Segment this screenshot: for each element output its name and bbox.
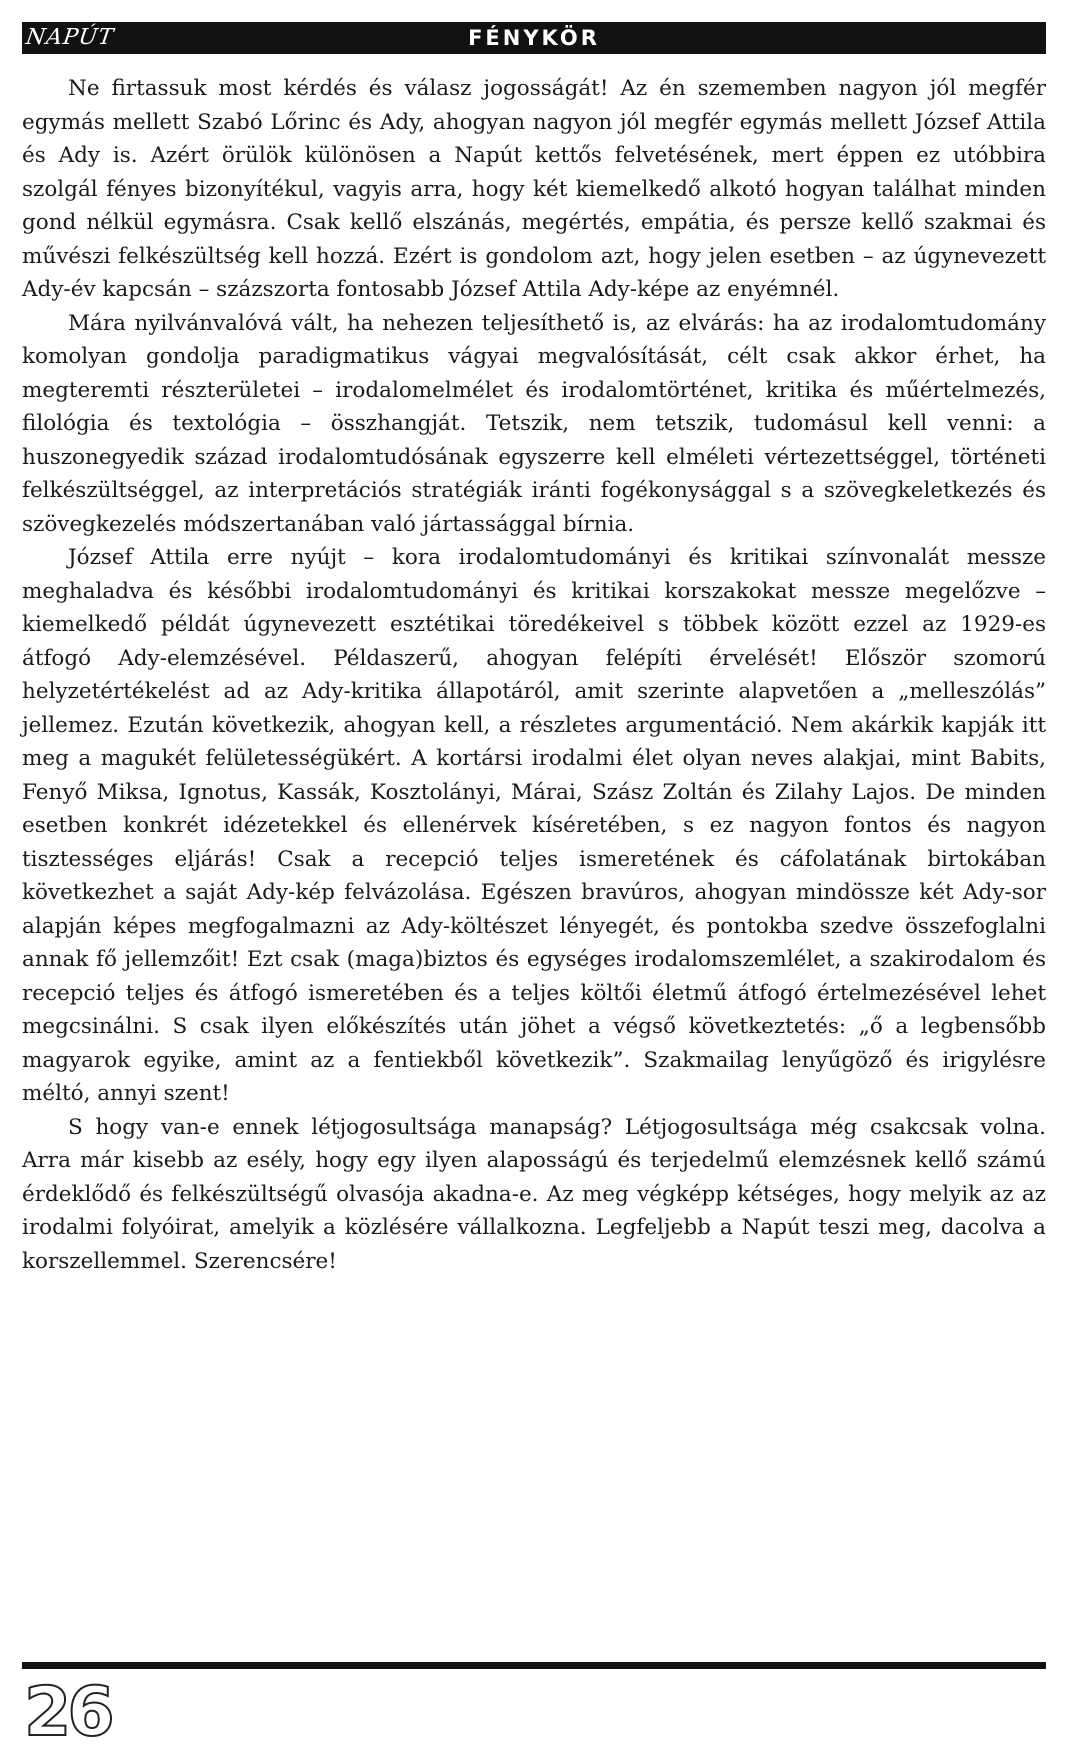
page-number: 26 — [24, 1673, 111, 1752]
article-body — [22, 72, 1046, 1278]
journal-logo: NAPÚT — [24, 25, 116, 50]
page-header — [22, 22, 1046, 54]
article-paragraph: József Attila erre nyújt – kora irodalomtudományi és kritikai színvonalát messze meghaladva és későbbi irodalomtudományi és kritikai korszakokat messze megelőzve – kiemelkedő példát úgynevezett esztétikai töredékeivel s többek között ezzel az 1929-es átfogó Ady-elemzésével. Példaszerű, ahogyan felépíti érvelését! Először szomorú helyzetértékelést ad az Ady-kritika állapotáról, amit szerinte alapvetően a „melleszólás” jellemez. Ezután következik, ahogyan kell, a részletes argumentáció. Nem akárkik kapják itt meg a magukét felületességükért. A kortársi irodalmi élet olyan neves alakjai, mint Babits, Fenyő Miksa, Ignotus, Kassák, Kosztolányi, Márai, Szász Zoltán és Zilahy Lajos. De minden esetben konkrét idézetekkel és ellenérvek kíséretében, s ez nagyon fontos és nagyon tisztességes eljárás! Csak a recepció teljes ismeretének és cáfolatának birtokában következhet a saját Ady-kép felvázolása. Egészen bravúros, ahogyan mindössze két Ady-sor alapján képes megfogalmazni az Ady-költészet lényegét, és pontokba szedve összefoglalni annak fő jellemzőit! Ezt csak (maga)biztos és egységes irodalomszemlélet, a szakirodalom és recepció teljes és átfogó ismeretében és a teljes költői életmű átfogó értelmezésével lehet megcsinálni. S csak ilyen előkészítés után jöhet a végső következtetés: „ő a legbensőbb magyarok egyike, amint az a fentiekből következik”. Szakmailag lenyűgöző és irigylésre méltó, annyi szent! — [22, 545, 1046, 1106]
article-paragraph: Mára nyilvánvalóvá vált, ha nehezen teljesíthető is, az elvárás: ha az irodalomtudomány komolyan gondolja paradigmatikus vágyai megvalósítását, célt csak akkor érhet, ha megteremti részterületei – irodalomelmélet és irodalomtörténet, kritika és műértelmezés, filológia és textológia – összhangját. Tetszik, nem tetszik, tudomásul kell venni: a huszonegyedik század irodalomtudósának egyszerre kell elméleti vértezettséggel, történeti felkészültséggel, az interpretációs stratégiák iránti fogékonysággal s a szövegkeletkezés és szövegkezelés módszertanában való jártassággal bírnia. — [22, 310, 1046, 537]
footer-divider — [22, 1662, 1046, 1669]
article-paragraph: Ne firtassuk most kérdés és válasz jogosságát! Az én szememben nagyon jól megfér egymás mellett Szabó Lőrinc és Ady, ahogyan nagyon jól megfér egymás mellett József Attila és Ady is. Azért örülök különösen a Napút kettős felvetésének, mert éppen ez utóbbira szolgál fényes bizonyítékul, vagyis arra, hogy két kiemelkedő alkotó hogyan találhat minden gond nélkül egymásra. Csak kellő elszánás, megértés, empátia, és persze kellő szakmai és művészi felkészültség kell hozzá. Ezért is gondolom azt, hogy jelen esetben – az úgynevezett Ady-év kapcsán – százszorta fontosabb József Attila Ady-képe az enyémnél. — [22, 76, 1046, 302]
section-title: FÉNYKÖR — [468, 26, 600, 50]
article-paragraph: S hogy van-e ennek létjogosultsága manapság? Létjogosultsága még csakcsak volna. Arra már kisebb az esély, hogy egy ilyen alaposságú és terjedelmű elemzésnek kellő számú érdeklődő és felkészültségű olvasója akadna-e. Az meg végképp kétséges, hogy melyik az az irodalmi folyóirat, amelyik a közlésére vállalkozna. Legfeljebb a Napút teszi meg, dacolva a korszellemmel. Szerencsére! — [22, 1114, 1046, 1274]
